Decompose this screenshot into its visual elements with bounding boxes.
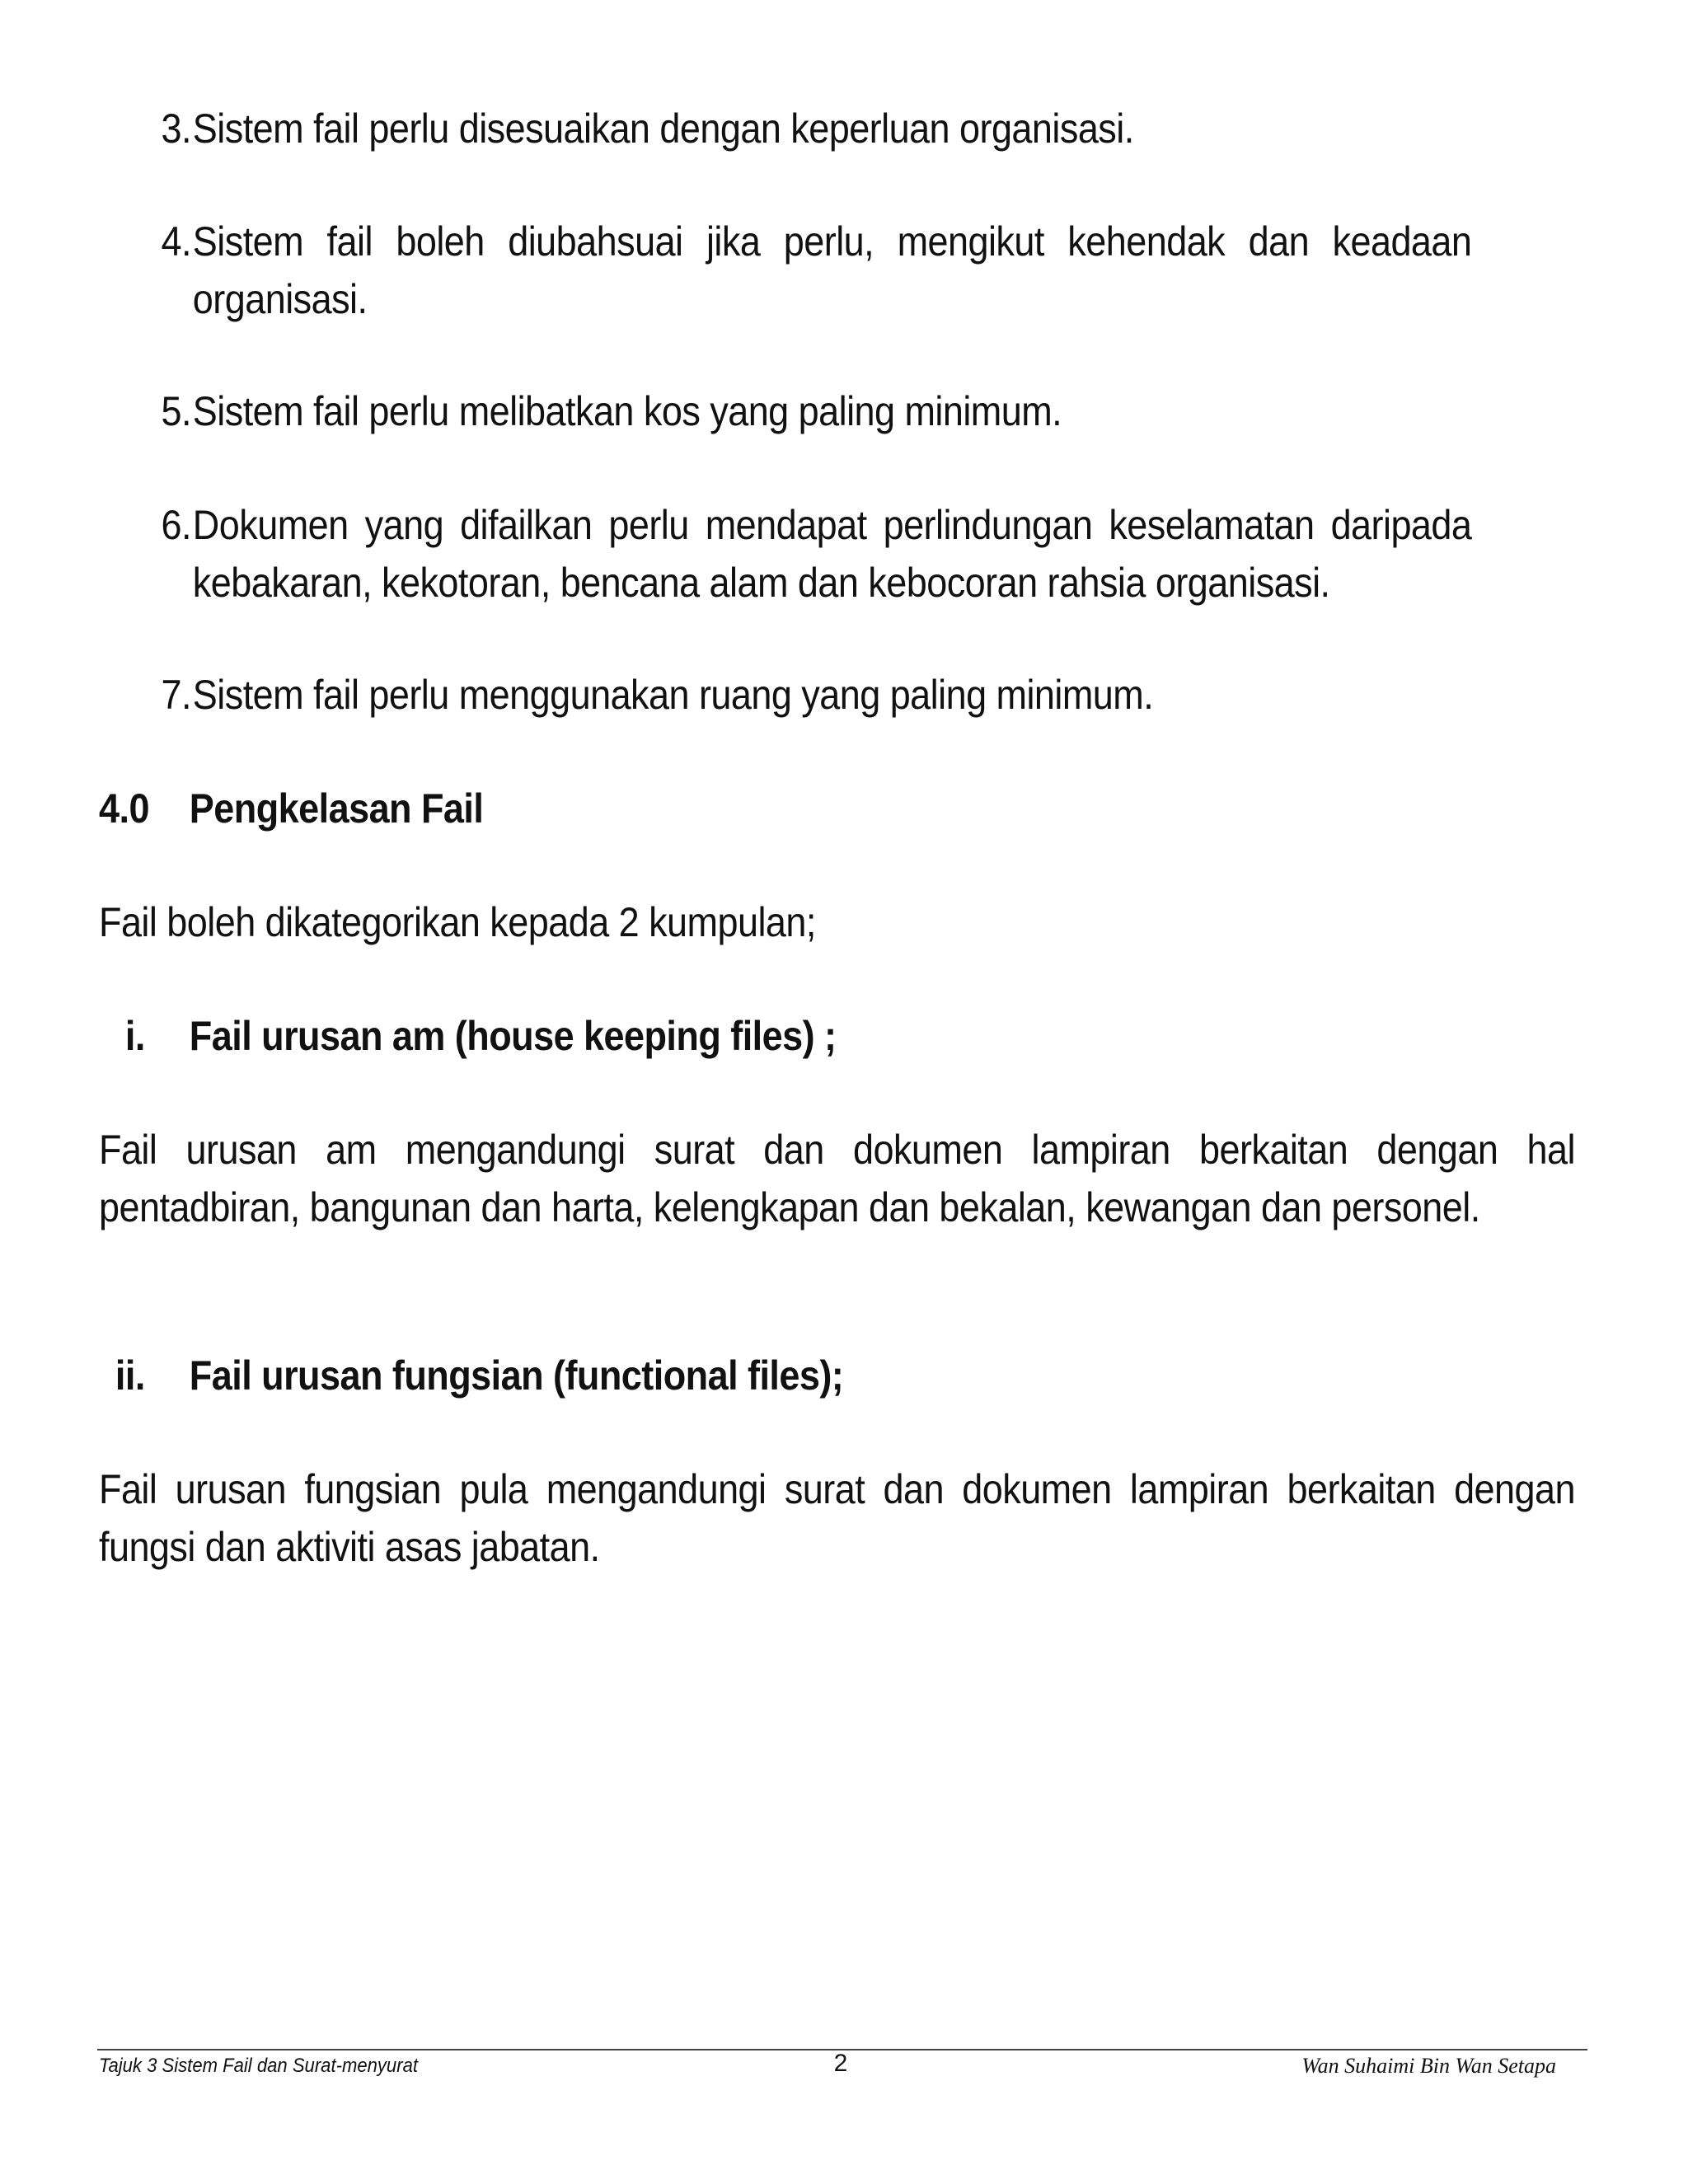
footer-chapter-title: Tajuk 3 Sistem Fail dan Surat-menyurat xyxy=(99,2055,418,2077)
list-text: Dokumen yang difailkan perlu mendapat perlindungan keselamatan daripada kebakaran, kekotoran, bencana alam dan kebocoran rahsia organisasi. xyxy=(192,502,1472,606)
footer-author: Wan Suhaimi Bin Wan Setapa xyxy=(1301,2054,1556,2078)
subsection-title: Fail urusan am (house keeping files) ; xyxy=(189,1013,837,1059)
subsection-body-2: Fail urusan fungsian pula mengandungi surat dan dokumen lampiran berkaitan dengan fungsi dan aktiviti asas jabatan. xyxy=(99,1466,1575,1570)
list-number: 4. xyxy=(161,218,191,265)
subsection-body-1: Fail urusan am mengandungi surat dan dokumen lampiran berkaitan dengan hal pentadbiran, bangunan dan harta, kelengkapan dan bekalan, kewangan dan personel. xyxy=(99,1127,1575,1230)
section-number: 4.0 xyxy=(99,785,149,832)
subsection-title: Fail urusan fungsian (functional files); xyxy=(189,1352,844,1399)
list-number: 5. xyxy=(161,388,191,434)
list-number: 7. xyxy=(161,672,191,718)
list-text: Sistem fail perlu menggunakan ruang yang paling minimum. xyxy=(192,672,1154,718)
list-text: Sistem fail perlu disesuaikan dengan keperluan organisasi. xyxy=(192,105,1134,152)
section-intro: Fail boleh dikategorikan kepada 2 kumpulan; xyxy=(99,899,816,945)
list-text: Sistem fail boleh diubahsuai jika perlu, mengikut kehendak dan keadaan organisasi. xyxy=(192,218,1472,322)
page-number: 2 xyxy=(833,2050,848,2077)
list-number: 3. xyxy=(161,105,191,152)
list-text: Sistem fail perlu melibatkan kos yang paling minimum. xyxy=(192,388,1062,434)
section-title: Pengkelasan Fail xyxy=(189,785,484,832)
roman-numeral: ii. xyxy=(115,1352,145,1399)
list-number: 6. xyxy=(161,502,191,548)
roman-numeral: i. xyxy=(124,1013,145,1059)
